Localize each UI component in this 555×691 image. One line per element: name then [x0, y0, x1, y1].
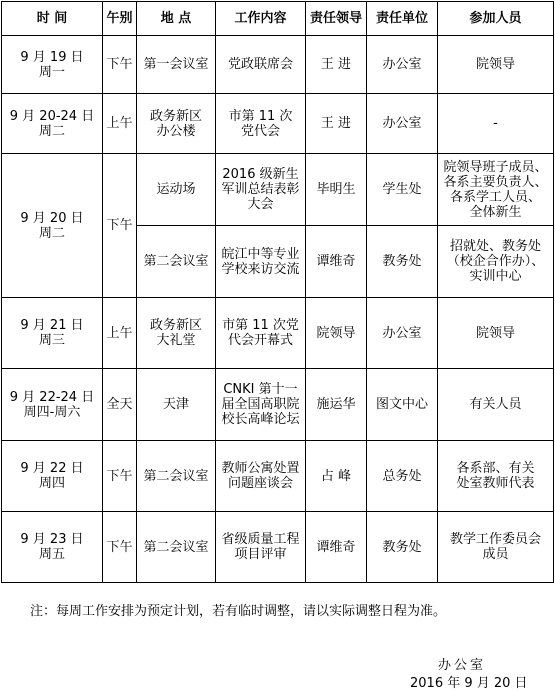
cell-leader: 谭维奇 [306, 226, 367, 298]
cell-location: 第二会议室 [137, 441, 216, 512]
cell-unit: 图文中心 [367, 369, 438, 441]
cell-location: 政务新区 大礼堂 [137, 298, 216, 369]
cell-participants: 院领导班子成员、 各系主要负责人、 各系学工人员、 全体新生 [438, 154, 554, 226]
header-unit: 责任单位 [367, 2, 438, 36]
cell-period: 下午 [103, 154, 137, 298]
cell-location: 第二会议室 [137, 226, 216, 298]
cell-participants: 院领导 [438, 36, 554, 94]
cell-date: 9 月 22-24 日 周四-周六 [2, 369, 103, 441]
cell-location: 第一会议室 [137, 36, 216, 94]
cell-content: 2016 级新生 军训总结表彰 大会 [216, 154, 306, 226]
table-row [2, 94, 554, 154]
cell-participants: 有关人员 [438, 369, 554, 441]
header-time: 时 间 [2, 2, 103, 36]
cell-content: 市第 11 次党 代会开幕式 [216, 298, 306, 369]
cell-leader: 谭维奇 [306, 512, 367, 583]
header-content: 工作内容 [216, 2, 306, 36]
schedule-note: 注：每周工作安排为预定计划，若有临时调整，请以实际调整日程为准。 [30, 604, 447, 619]
table-row [2, 441, 554, 512]
cell-date: 9 月 20-24 日 周二 [2, 94, 103, 154]
cell-period: 下午 [103, 36, 137, 94]
cell-participants: 教学工作委员会 成员 [438, 512, 554, 583]
cell-unit: 学生处 [367, 154, 438, 226]
cell-date: 9 月 22 日 周四 [2, 441, 103, 512]
cell-leader: 毕明生 [306, 154, 367, 226]
table-row [2, 154, 554, 226]
cell-leader: 占 峰 [306, 441, 367, 512]
table-row [2, 369, 554, 441]
table-row [2, 512, 554, 583]
cell-content: 皖江中等专业 学校来访交流 [216, 226, 306, 298]
header-location: 地 点 [137, 2, 216, 36]
cell-unit: 教务处 [367, 226, 438, 298]
cell-unit: 教务处 [367, 512, 438, 583]
cell-participants: 各系部、有关 处室教师代表 [438, 441, 554, 512]
header-row [2, 2, 554, 36]
cell-period: 上午 [103, 298, 137, 369]
cell-location: 政务新区 办公楼 [137, 94, 216, 154]
cell-leader: 施运华 [306, 369, 367, 441]
table-row [2, 298, 554, 369]
cell-content: 党政联席会 [216, 36, 306, 94]
cell-participants: - [438, 94, 554, 154]
cell-content: 市第 11 次 党代会 [216, 94, 306, 154]
cell-date: 9 月 19 日 周一 [2, 36, 103, 94]
cell-unit: 办公室 [367, 36, 438, 94]
cell-content: 省级质量工程 项目评审 [216, 512, 306, 583]
signature-date: 2016 年 9 月 20 日 [410, 676, 528, 691]
cell-participants: 院领导 [438, 298, 554, 369]
cell-location: 运动场 [137, 154, 216, 226]
signature-department: 办公室 [438, 658, 487, 673]
cell-period: 上午 [103, 94, 137, 154]
cell-content: CNKI 第十一 届全国高职院 校长高峰论坛 [216, 369, 306, 441]
header-participants: 参加人员 [438, 2, 554, 36]
cell-unit: 办公室 [367, 94, 438, 154]
cell-unit: 总务处 [367, 441, 438, 512]
cell-period: 全天 [103, 369, 137, 441]
cell-location: 天津 [137, 369, 216, 441]
cell-participants: 招就处、教务处 （校企合作办）、 实训中心 [438, 226, 554, 298]
cell-period: 下午 [103, 441, 137, 512]
cell-content: 教师公寓处置 问题座谈会 [216, 441, 306, 512]
schedule-table [1, 1, 554, 583]
cell-leader: 王 进 [306, 36, 367, 94]
cell-location: 第二会议室 [137, 512, 216, 583]
cell-leader: 王 进 [306, 94, 367, 154]
cell-date: 9 月 23 日 周五 [2, 512, 103, 583]
cell-date: 9 月 21 日 周三 [2, 298, 103, 369]
cell-period: 下午 [103, 512, 137, 583]
cell-leader: 院领导 [306, 298, 367, 369]
cell-unit: 办公室 [367, 298, 438, 369]
cell-date: 9 月 20 日 周二 [2, 154, 103, 298]
header-period: 午别 [103, 2, 137, 36]
header-leader: 责任领导 [306, 2, 367, 36]
table-row [2, 36, 554, 94]
